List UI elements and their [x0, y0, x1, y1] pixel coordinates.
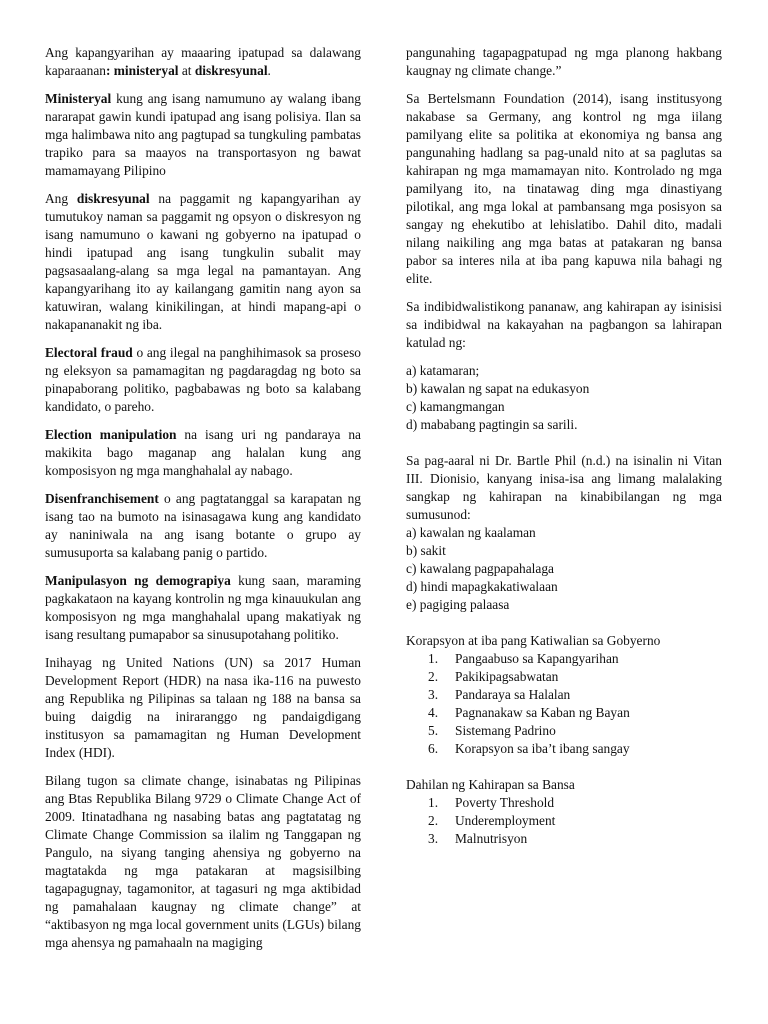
list-item: e) pagiging palaasa	[406, 597, 510, 612]
list-item: d) mababang pagtingin sa sarili.	[406, 417, 578, 432]
paragraph-climate-continuation: pangunahing tagapagpatupad ng mga planong hakbang kaugnay ng climate change.”	[406, 45, 722, 78]
list-item-label: Poverty Threshold	[455, 795, 555, 810]
list-item: 4. Pagnanakaw sa Kaban ng Bayan	[428, 705, 630, 720]
paragraph-bertelsmann: Sa Bertelsmann Foundation (2014), isang institusyong nakabase sa Germany, ang kontrol ng mga iilang pamilyang elite sa politika at ekonomiya ng bansa ang pangunahing hadlang sa pag-unald nito at sa paglutas sa kahirapan ng mga mamamayan nito. Kontrolado ng mga pamilyang ito, na tinatawag ding mga dinastiyang pilotikal, ang mga lokal at pambansang mga posisyon sa sangay ng ehekutibo at lehislatibo. Dahil dito, madali nilang naikiling ang mga batas at patakaran ng bansa pabor sa interes nila at iba pang kapuwa nila bahagi ng elite.	[406, 91, 722, 286]
list-item: 6. Korapsyon sa iba’t ibang sangay	[428, 741, 630, 756]
list-item: 3. Malnutrisyon	[428, 831, 528, 846]
colon: :	[105, 63, 114, 78]
list-item: 3. Pandaraya sa Halalan	[428, 687, 571, 702]
list-item: 1. Pangaabuso sa Kapangyarihan	[428, 651, 619, 666]
list-item-label: Pagnanakaw sa Kaban ng Bayan	[455, 705, 630, 720]
term-ministeryal: ministeryal	[113, 63, 179, 78]
list-poverty-reasons	[406, 794, 722, 848]
paragraph-text: na paggamit ng kapangyarihan ay tumutukoy naman sa paggamit ng opsyon o diskresyon ng isang namumuno o kawani ng gobyerno na ipatupad o hindi ipatupad ang isang tungkulin subalit may pagsasaalang-alang sa mga legal na pamantayan. Ang kapangyarihang ito ay kailangang gamitin nang ayon sa katuwiran, walang kinikilingan, at hindi mapang-api o nakapananakit ng iba.	[45, 191, 361, 332]
term: Election manipulation	[45, 427, 177, 442]
term: Ministeryal	[45, 91, 112, 106]
paragraph-text: Ang kapangyarihan ay maaaring ipatupad sa dalawang kaparaanan	[45, 45, 361, 78]
list-poverty-causes	[406, 362, 722, 434]
list-item: c) kawalang pagpapahalaga	[406, 561, 554, 576]
paragraph-demographic-manipulation	[45, 572, 361, 644]
list-poverty-components	[406, 524, 722, 614]
spacer	[406, 758, 722, 776]
list-item-label: Pangaabuso sa Kapangyarihan	[455, 651, 619, 666]
list-corruption	[406, 650, 722, 758]
paragraph-text: kung saan, maraming pagkakataon na kayang kontrolin ng mga kinauukulan ang komposisyon ng mga manghahalal upang makatiyak ng isang resultang pumapabor sa sinusupotahang politiko.	[45, 573, 361, 642]
paragraph-electoral-fraud	[45, 344, 361, 416]
paragraph-text: Ang	[45, 191, 77, 206]
spacer	[406, 434, 722, 452]
term: Electoral fraud	[45, 345, 133, 360]
paragraph-text: kung ang isang namumuno ay walang ibang nararapat gawin kundi ipatupad ang isang polisiya. Ilan sa mga halimbawa nito ang pagtupad sa tungkuling pambatas trapiko para sa maayos na transportasyon ng bawat mamamayang Pilipino	[45, 91, 361, 178]
list-item-label: Pandaraya sa Halalan	[455, 687, 571, 702]
list-item-label: Malnutrisyon	[455, 831, 528, 846]
list-item-label: Underemployment	[455, 813, 556, 828]
paragraph-disenfranchisement	[45, 490, 361, 562]
list-item: b) sakit	[406, 543, 446, 558]
conjunction: at	[178, 63, 195, 78]
list-item: d) hindi mapagkakatiwalaan	[406, 579, 558, 594]
list-item-label: Pakikipagsabwatan	[455, 669, 559, 684]
paragraph-text: o ang pagtatanggal sa karapatan ng isang tao na bumoto na isinasagawa kung ang kandidato ay naniniwala na ang isang botante o grupo ay sumusuporta sa kalabang panig o partido.	[45, 491, 361, 560]
paragraph-individualistic-view: Sa indibidwalistikong pananaw, ang kahirapan ay isinisisi sa indibidwal na kakayahan na pagbangon sa lahirapan katulad ng:	[406, 299, 722, 350]
spacer	[406, 614, 722, 632]
list-item-label: Sistemang Padrino	[455, 723, 556, 738]
paragraph-ministeryal	[45, 90, 361, 180]
list-item: a) kawalan ng kaalaman	[406, 525, 536, 540]
list-item: 2. Pakikipagsabwatan	[428, 669, 559, 684]
paragraph-power-exercise	[45, 44, 361, 80]
paragraph-diskresyunal	[45, 190, 361, 334]
heading-corruption: Korapsyon at iba pang Katiwalian sa Gobyerno	[406, 633, 661, 648]
list-item: a) katamaran;	[406, 363, 480, 378]
heading-poverty-causes: Dahilan ng Kahirapan sa Bansa	[406, 777, 575, 792]
paragraph-election-manipulation	[45, 426, 361, 480]
paragraph-text: na isang uri ng pandaraya na makikita bago maganap ang halalan kung ang komposisyon ng mga manghahalal ay nabago.	[45, 427, 361, 478]
list-item: 2. Underemployment	[428, 813, 556, 828]
list-item: 1. Poverty Threshold	[428, 795, 555, 810]
term: diskresyunal	[76, 191, 150, 206]
term: Manipulasyon ng demograpiya	[45, 573, 231, 588]
list-item: b) kawalan ng sapat na edukasyon	[406, 381, 590, 396]
term: Disenfranchisement	[45, 491, 159, 506]
paragraph-text: o ang ilegal na panghihimasok sa proseso ng eleksyon sa pamamagitan ng pagdaragdag ng boto sa pinapaborang politiko, pagbabawas ng boto sa kalabang kandidato, o pareho.	[45, 345, 361, 414]
list-item-label: Korapsyon sa iba’t ibang sangay	[455, 741, 630, 756]
list-item: c) kamangmangan	[406, 399, 505, 414]
paragraph-bartle-phil: Sa pag-aaral ni Dr. Bartle Phil (n.d.) na isinalin ni Vitan III. Dionisio, kanyang inisa-isa ang limang malalaking sangkap ng kahirapan na kinabibilangan ng mga sumusunod:	[406, 453, 722, 522]
left-column	[45, 44, 361, 962]
paragraph-un-hdr: Inihayag ng United Nations (UN) sa 2017 Human Development Report (HDR) na nasa ika-116 na puwesto ang Republika ng Pilipinas sa talaan ng 188 na bansa sa buing daigdig na iniraranggo ng pandaigdigang institusyon sa pamamagitan ng Human Development Index (HDI).	[45, 655, 361, 760]
list-item: 5. Sistemang Padrino	[428, 723, 556, 738]
period: .	[267, 63, 271, 78]
term-diskresyunal: diskresyunal	[194, 63, 268, 78]
right-column	[406, 44, 722, 848]
paragraph-climate-change-act: Bilang tugon sa climate change, isinabatas ng Pilipinas ang Btas Republika Bilang 9729 o Climate Change Act of 2009. Itinatadhana ng nasabing batas ang pagtatatag ng Climate Change Commission sa ilalim ng Tanggapan ng Pangulo, na siyang tanging ahensiya ng gobyerno na magtatakda ng mga patakaran at magsisilbing tagapagugnay, tagamonitor, at tagasuri ng mga aktibidad ng pamahalaan kaugnay ng climate change” at “aktibasyon ng mga local government units (LGUs) bilang mga ahensya ng pamahaaln na magiging	[45, 773, 361, 950]
